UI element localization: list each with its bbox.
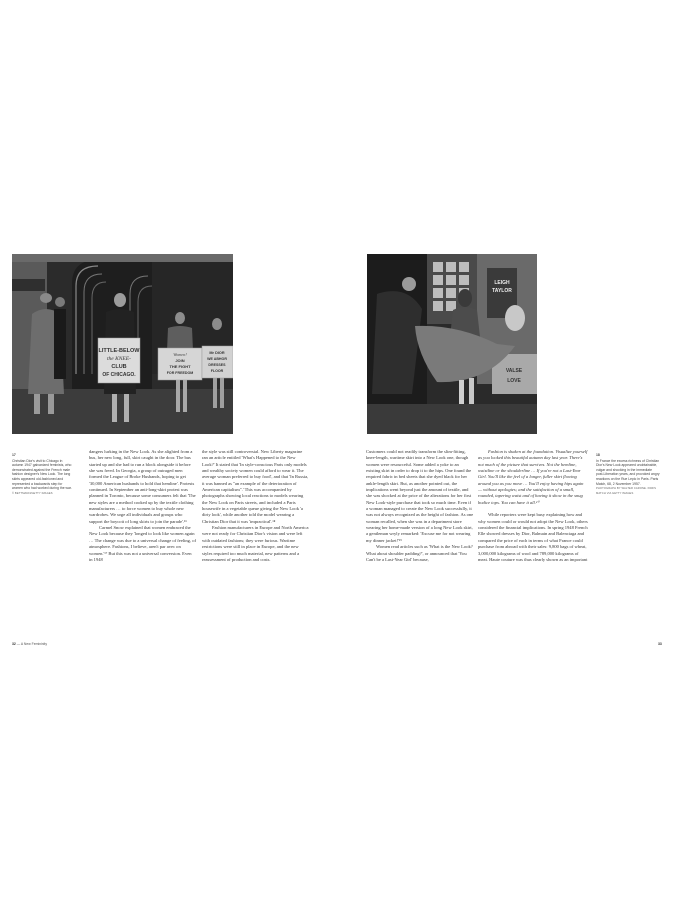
page-folio-left (12, 642, 47, 646)
svg-text:DRESSES: DRESSES (208, 363, 226, 367)
svg-text:TAYLOR: TAYLOR (492, 288, 512, 294)
caption-source: Paris Match, 68, 2 November 1957. (596, 476, 659, 486)
paragraph: Customers could not readily transform the slim-fitting, knee-length, wartime skirt into a New Look one, though women were resourceful. Some added a yoke to an existing skirt in order to drop it to the hips. One found the required fabric in bed sheets that she dyed black for her ankle-length skirt. But, as another pointed out, the implications went beyond just the amount of textile, and she was shocked at the price of the alterations for her first New Look-style purchase that took so much time. Even if a woman managed to create the New Look successfully, it was not always recognized as the height of fashion. As one woman recalled, when she was in a department store wearing her home-made version of a long New Look skirt, a gentleman wryly remarked: 'Excuse me for not wearing my dinner jacket!'¹⁹ (366, 449, 474, 543)
svg-text:LEIGH: LEIGH (494, 280, 510, 286)
photo-paris-street (367, 254, 537, 434)
svg-text:FLOOR: FLOOR (210, 369, 224, 373)
caption-text: In France the excess richness of Christian Dior's New Look appeared unobtainable, vulgar and shocking in the immediate post-Liberation years, and provoked angry reactions on the Rue Lepic in Paris. (596, 458, 660, 481)
svg-text:the KNEE-: the KNEE- (107, 356, 131, 362)
svg-text:LOVE: LOVE (507, 378, 521, 384)
figure-caption-17 (12, 453, 74, 496)
body-column-2 (202, 449, 309, 563)
protest-photo-illustration (12, 254, 233, 434)
paragraph: Fashion manufacturers in Europe and North America were not ready for Christian Dior's vision and were left with outdated fashions; they were furious. Wartime restrictions were still in place in Europe, and the new styles required too much material, new patterns and a reassessment of production and costs. (202, 525, 309, 562)
svg-text:Women!: Women! (173, 352, 187, 357)
figure-caption-18 (596, 453, 660, 496)
caption-text: Christian Dior's visit to Chicago in autumn 1947 galvanized feminists, who demonstrated against the French male fashion designer's New Look. The long skirts appeared old-fashioned and represented a backwards step for women who had worked during the war. (12, 458, 72, 491)
svg-text:WE ABHOR: WE ABHOR (207, 357, 227, 361)
paragraph: dangers lurking in the New Look. As she alighted from a bus, her new long, full, skirt caught in the door. The bus started up and she had to run a block alongside it before she was freed. In Georgia, a group of outraged men formed the League of Broke Husbands, hoping to get '30,000 American husbands to hold that hemline'. Protests continued. In September an anti-long-skirt protest was planned in Toronto, because some consumers felt that 'The new styles are a method cooked up by the textile clothing manufacturers … to force women to buy whole new wardrobes. We urge all individuals and groups who support the boycott of long skirts to join the parade'.¹⁶ (89, 449, 196, 524)
caption-credit: © BETTMANN/GETTY IMAGES (12, 491, 53, 495)
paris-photo-illustration (367, 254, 537, 434)
caption-number: 17 (12, 453, 16, 457)
svg-text:Mr DIOR: Mr DIOR (209, 351, 225, 355)
svg-text:FOR FREEDOM: FOR FREEDOM (166, 371, 194, 375)
page-number: 32 (12, 642, 16, 646)
photo-chicago-protest (12, 254, 233, 434)
body-column-1 (89, 449, 196, 563)
body-column-3 (366, 449, 474, 563)
paragraph: While reporters were kept busy explaining how and why women could or would not adopt the New Look, others considered the financial implications. In spring 1948 French Elle showed dresses by Dior, Balmain and Balenciaga and compared the price of each in terms of what France could purchase from abroad with their sales: 9,800 bags of wheat, 3,000,000 kilograms of wool and 789,000 kilograms of meat. Haute couture was thus clearly shown as an important (478, 512, 588, 562)
svg-text:CLUB: CLUB (111, 364, 127, 370)
block-quote: Fashion is shaken at the foundation. Visualize yourself as you looked this beautiful autumn day last year. There's not much of the picture that survives. Not the hemline, waistline or the shoulderline … If you're not a Last-Year Girl. You'll like the feel of a longer, fuller skirt flowing around you as you move … You'll enjoy having hips again — without apologies; and the satisfaction of a small, rounded, tapering waist and of having it show in the snug bodice tops. You can have it all.²⁰ (478, 449, 588, 505)
svg-text:VALSE: VALSE (505, 368, 523, 374)
svg-text:JOIN: JOIN (175, 358, 185, 363)
svg-text:LITTLE-BELOW: LITTLE-BELOW (98, 348, 140, 354)
paragraph: the style was still controversial. New Liberty magazine ran an article entitled 'What's Happened to the New Look?' It stated that 'In style-conscious Paris only models and wealthy society women could afford to wear it. The average woman preferred to buy food', and that 'In Russia, it was banned as "an example of the deterioration of American capitalism".' This was accompanied by photographs showing local reactions to models wearing the New Look on Paris streets, and included a Paris housewife in a vegetable queue giving the New Look 'a dirty look', while another told the model wearing a Christian Dior that it was 'impractical'.¹⁸ (202, 449, 309, 524)
page-number: 33 (658, 642, 662, 646)
caption-credit: PHOTOGRAPH BY WALTER CARONE. PARIS MATCH VIA GETTY IMAGES (596, 487, 656, 495)
page-folio-right (658, 642, 662, 646)
svg-text:OF CHICAGO.: OF CHICAGO. (102, 372, 136, 378)
paragraph: Carmel Snow explained that women embraced the New Look because they 'longed to look like women again … The change was due to a universal change of feeling, of atmosphere. Fashions, I believe, aren't par avec on women.'¹⁷ But this was not a universal conversion. Even in 1948 (89, 525, 196, 562)
svg-text:THE FIGHT: THE FIGHT (169, 364, 191, 369)
running-head: — A New Femininity (16, 642, 48, 646)
paragraph: Women read articles such as 'What is the New Look? What about shoulder padding?', or announced that 'You Can't be a Last-Year Girl' because, (366, 544, 473, 562)
caption-number: 18 (596, 453, 600, 457)
body-column-4 (478, 449, 588, 563)
